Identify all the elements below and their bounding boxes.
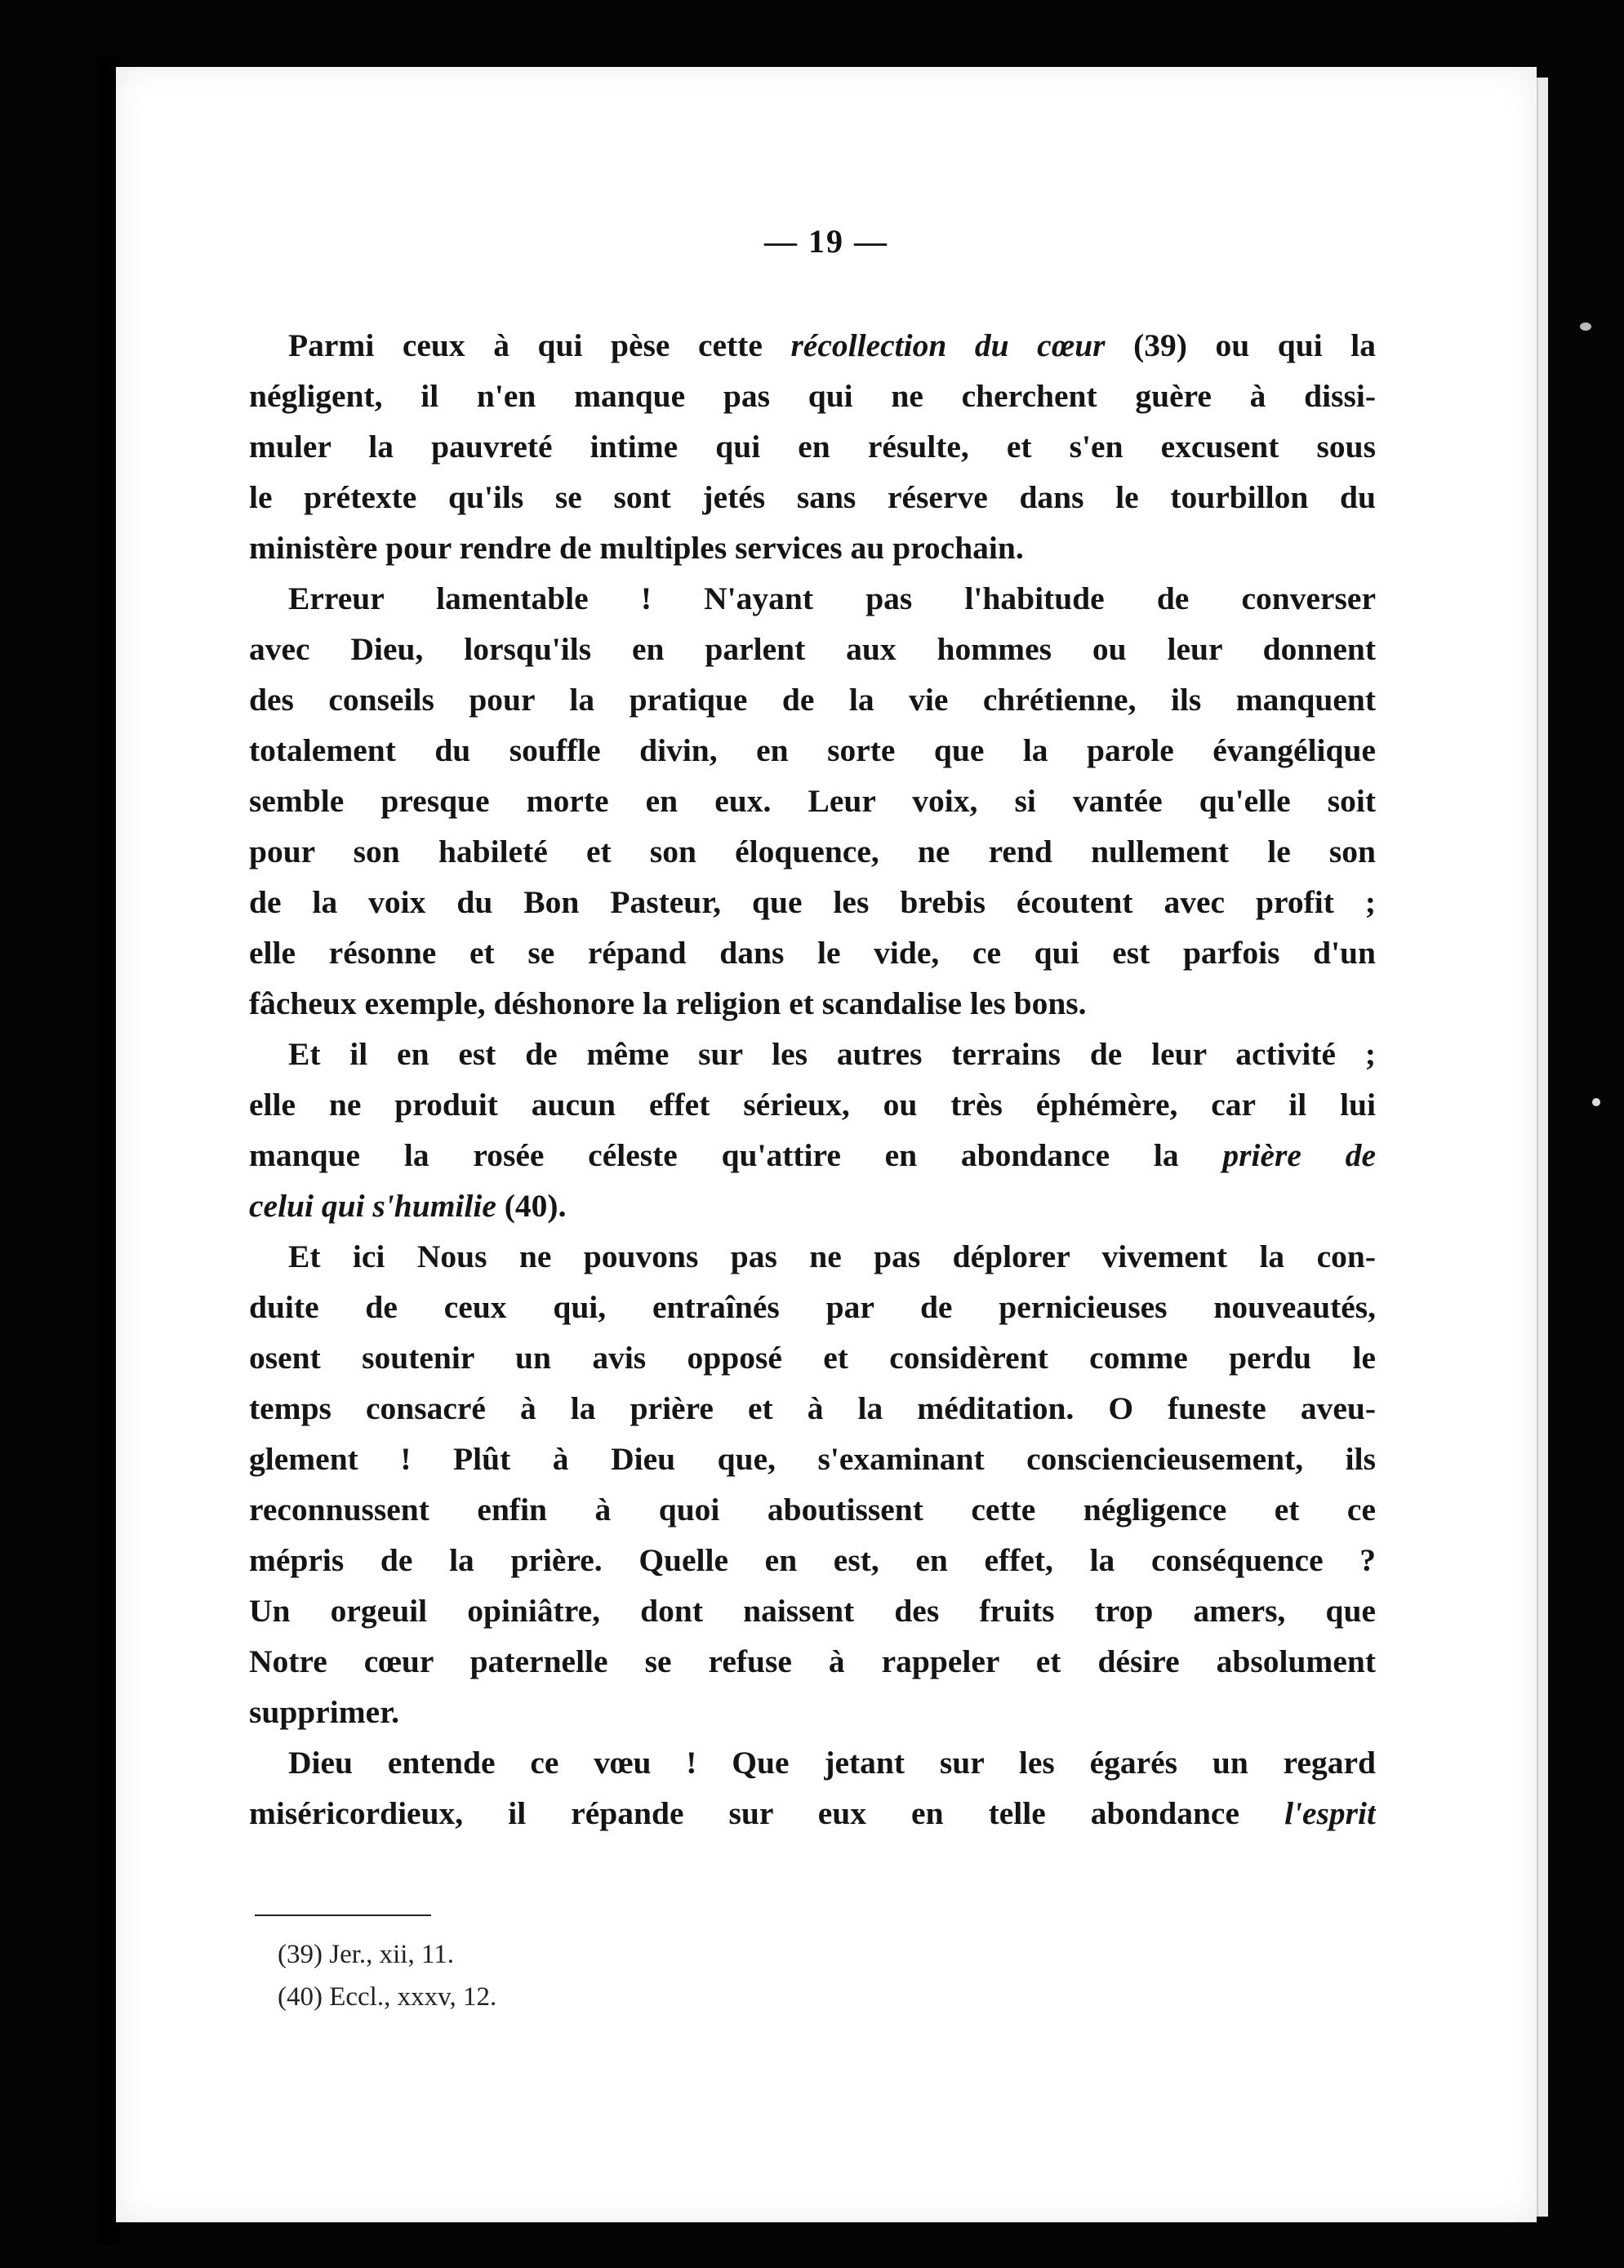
text-line: Dieu entende ce vœu ! Que jetant sur les égarés un regard — [288, 1745, 1376, 1781]
text-line: Et il en est de même sur les autres terrains de leur activité ; — [288, 1036, 1376, 1072]
text-line: fâcheux exemple, déshonore la religion et scandalise les bons. — [249, 985, 1087, 1021]
text-line: temps consacré à la prière et à la méditation. O funeste aveu- — [249, 1390, 1376, 1426]
text-line: Un orgeuil opiniâtre, dont naissent des fruits trop amers, que — [249, 1593, 1376, 1629]
text-line: osent soutenir un avis opposé et considèrent comme perdu le — [249, 1340, 1376, 1376]
text-line: miséricordieux, il répande sur eux en telle abondance l'esprit — [249, 1795, 1376, 1831]
text-line: Parmi ceux à qui pèse cette récollection du cœur (39) ou qui la — [288, 327, 1376, 363]
page-right-edge — [1537, 78, 1548, 2217]
text-line: muler la pauvreté intime qui en résulte, et s'en excusent sous — [249, 429, 1376, 465]
footnote-40: (40) Eccl., xxxv, 12. — [278, 1982, 497, 2012]
text-line: des conseils pour la pratique de la vie chrétienne, ils manquent — [249, 682, 1376, 718]
text-line: pour son habileté et son éloquence, ne rend nullement le son — [249, 834, 1376, 869]
text-line: mépris de la prière. Quelle en est, en effet, la conséquence ? — [249, 1542, 1376, 1578]
scan-speck — [1592, 1098, 1600, 1106]
text-line: négligent, il n'en manque pas qui ne cherchent guère à dissi- — [249, 378, 1376, 414]
text-line: totalement du souffle divin, en sorte que la parole évangélique — [249, 732, 1376, 768]
text-line: elle ne produit aucun effet sérieux, ou très éphémère, car il lui — [249, 1087, 1376, 1123]
text-line: duite de ceux qui, entraînés par de pernicieuses nouveautés, — [249, 1289, 1376, 1325]
text-line: Et ici Nous ne pouvons pas ne pas déplorer vivement la con- — [288, 1239, 1376, 1274]
text-line: ministère pour rendre de multiples services au prochain. — [249, 530, 1024, 566]
text-line: celui qui s'humilie (40). — [249, 1188, 567, 1224]
text-line: de la voix du Bon Pasteur, que les brebis écoutent avec profit ; — [249, 884, 1376, 920]
text-line: reconnussent enfin à quoi aboutissent cette négligence et ce — [249, 1492, 1376, 1528]
body-text — [249, 320, 1376, 1839]
text-line: elle résonne et se répand dans le vide, ce qui est parfois d'un — [249, 935, 1376, 971]
text-line: supprimer. — [249, 1694, 399, 1730]
text-line: le prétexte qu'ils se sont jetés sans réserve dans le tourbillon du — [249, 479, 1376, 515]
scan-speck — [1580, 322, 1591, 331]
text-line: avec Dieu, lorsqu'ils en parlent aux hommes ou leur donnent — [249, 631, 1376, 667]
text-line: glement ! Plût à Dieu que, s'examinant consciencieusement, ils — [249, 1441, 1376, 1477]
footnotes — [278, 1933, 496, 2018]
footnote-39: (39) Jer., xii, 11. — [278, 1940, 454, 1969]
text-line: Notre cœur paternelle se refuse à rappeler et désire absolument — [249, 1643, 1376, 1679]
book-page — [116, 67, 1537, 2222]
footnote-separator — [255, 1914, 431, 1916]
page-number: — 19 — — [764, 223, 888, 260]
text-line: manque la rosée céleste qu'attire en abondance la prière de — [249, 1137, 1376, 1173]
text-line: semble presque morte en eux. Leur voix, si vantée qu'elle soit — [249, 783, 1376, 819]
text-line: Erreur lamentable ! N'ayant pas l'habitude de converser — [288, 580, 1376, 616]
